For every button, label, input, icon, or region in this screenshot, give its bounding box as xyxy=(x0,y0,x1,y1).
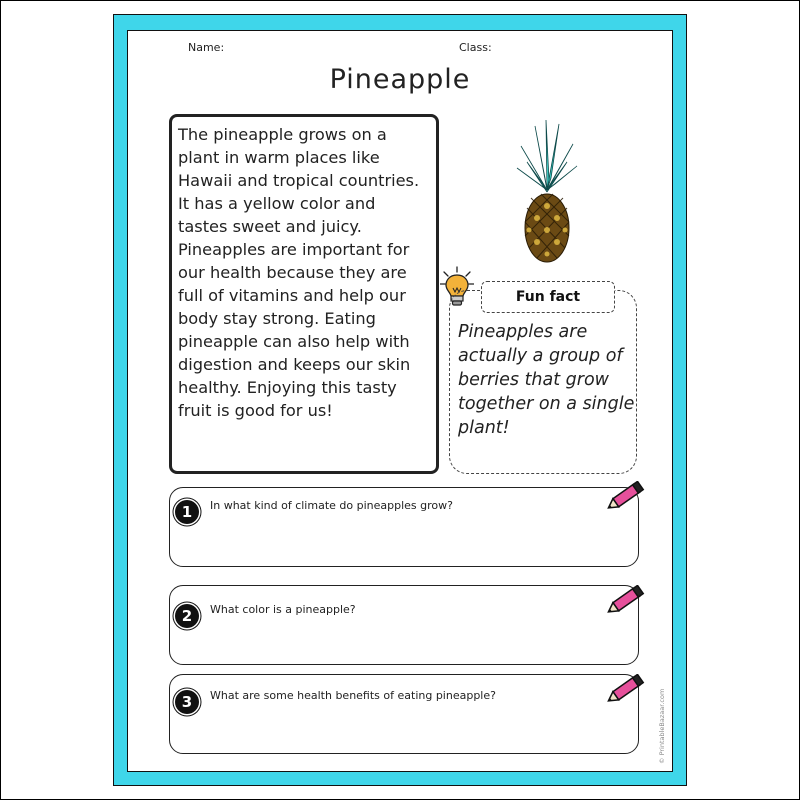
question-number-1: 1 xyxy=(175,500,199,524)
copyright-credit: © PrintableBazaar.com xyxy=(658,688,666,764)
fun-fact-line: berries that grow xyxy=(458,370,609,390)
passage-line: digestion and keeps our skin xyxy=(178,355,411,374)
question-number-3: 3 xyxy=(175,690,199,714)
fun-fact-text xyxy=(458,320,636,440)
pencil-icon xyxy=(602,481,646,513)
passage-line: plant in warm places like xyxy=(178,148,380,167)
passage-line: Hawaii and tropical countries. xyxy=(178,171,420,190)
passage-line: body stay strong. Eating xyxy=(178,309,376,328)
pencil-icon xyxy=(602,674,646,706)
answer-box-3[interactable] xyxy=(169,674,639,754)
passage-line: The pineapple grows on a xyxy=(178,125,387,144)
question-text-1: In what kind of climate do pineapples grow? xyxy=(210,499,453,512)
passage-line: pineapple can also help with xyxy=(178,332,410,351)
reading-passage xyxy=(169,114,439,474)
passage-line: Pineapples are important for xyxy=(178,240,410,259)
name-label: Name: xyxy=(188,41,225,54)
question-text-3: What are some health benefits of eating pineapple? xyxy=(210,689,496,702)
fun-fact-label: Fun fact xyxy=(481,281,615,313)
fun-fact-line: together on a single xyxy=(458,394,635,414)
passage-line: tastes sweet and juicy. xyxy=(178,217,362,236)
answer-box-2[interactable] xyxy=(169,585,639,665)
passage-line: full of vitamins and help our xyxy=(178,286,406,305)
passage-line: our health because they are xyxy=(178,263,407,282)
pineapple-image xyxy=(515,118,579,264)
fun-fact-line: actually a group of xyxy=(458,346,623,366)
question-number-2: 2 xyxy=(175,604,199,628)
page-title: Pineapple xyxy=(329,64,471,95)
class-label: Class: xyxy=(459,41,492,54)
passage-line: fruit is good for us! xyxy=(178,401,333,420)
passage-line: healthy. Enjoying this tasty xyxy=(178,378,397,397)
pencil-icon xyxy=(602,585,646,617)
passage-line: It has a yellow color and xyxy=(178,194,376,213)
fun-fact-line: Pineapples are xyxy=(458,322,588,342)
fun-fact-line: plant! xyxy=(458,418,510,438)
question-text-2: What color is a pineapple? xyxy=(210,603,356,616)
